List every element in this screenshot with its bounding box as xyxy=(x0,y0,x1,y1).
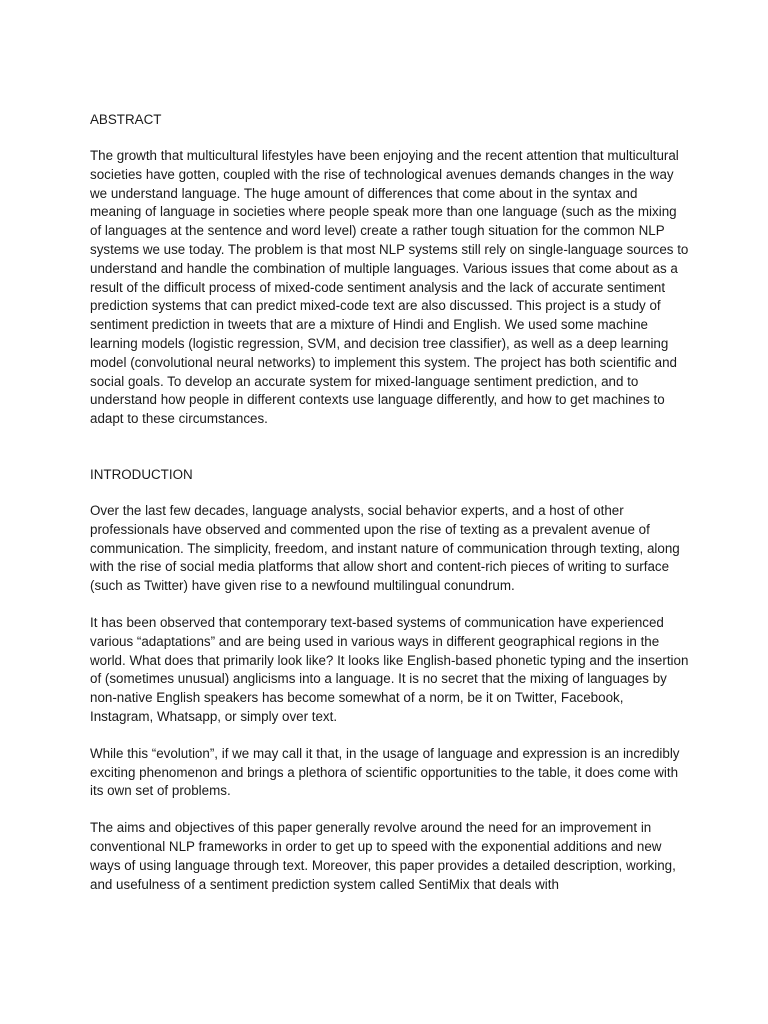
abstract-heading: ABSTRACT xyxy=(90,112,162,127)
intro-paragraph-1: Over the last few decades, language analysts, social behavior experts, and a host of other professionals have observed and commented upon the rise of texting as a prevalent avenue of communication. The simplicity, freedom, and instant nature of communication through texting, along with the rise of social media platforms that allow short and content-rich pieces of writing to surface (such as Twitter) have given rise to a newfound multilingual conundrum. xyxy=(90,502,680,594)
intro-paragraph-2: It has been observed that contemporary text-based systems of communication have experienced various “adaptations” and are being used in various ways in different geographical regions in the world. What does that primarily look like? It looks like English-based phonetic typing and the insertion of (sometimes unusual) anglicisms into a language. It is no secret that the mixing of languages by non-native English speakers has become somewhat of a norm, be it on Twitter, Facebook, Instagram, Whatsapp, or simply over text. xyxy=(90,614,689,724)
introduction-heading: INTRODUCTION xyxy=(90,466,193,482)
intro-paragraph-3: While this “evolution”, if we may call it that, in the usage of language and expression is an incredibly exciting phenomenon and brings a plethora of scientific opportunities to the table, it does come with its own set of problems. xyxy=(90,745,680,799)
abstract-paragraph: The growth that multicultural lifestyles have been enjoying and the recent attention that multicultural societies have gotten, coupled with the rise of technological avenues demands changes in the way we understand language. The huge amount of differences that come about in the syntax and meaning of language in societies where people speak more than one language (such as the mixing of languages at the sentence and word level) create a rather tough situation for the common NLP systems we use today. The problem is that most NLP systems still rely on single-language sources to understand and handle the combination of multiple languages. Various issues that come about as a result of the difficult process of mixed-code sentiment analysis and the lack of accurate sentiment prediction systems that can predict mixed-code text are also discussed. This project is a study of sentiment prediction in tweets that are a mixture of Hindi and English. We used some machine learning models (logistic regression, SVM, and decision tree classifier), as well as a deep learning model (convolutional neural networks) to implement this system. The project has both scientific and social goals. To develop an accurate system for mixed-language sentiment prediction, and to understand how people in different contexts use language differently, and how to get machines to adapt to these circumstances. xyxy=(90,148,689,427)
intro-paragraph-4: The aims and objectives of this paper generally revolve around the need for an improvement in conventional NLP frameworks in order to get up to speed with the exponential additions and new ways of using language through text. Moreover, this paper provides a detailed description, working, and usefulness of a sentiment prediction system called SentiMix that deals with xyxy=(90,820,676,892)
document-page xyxy=(90,110,690,894)
